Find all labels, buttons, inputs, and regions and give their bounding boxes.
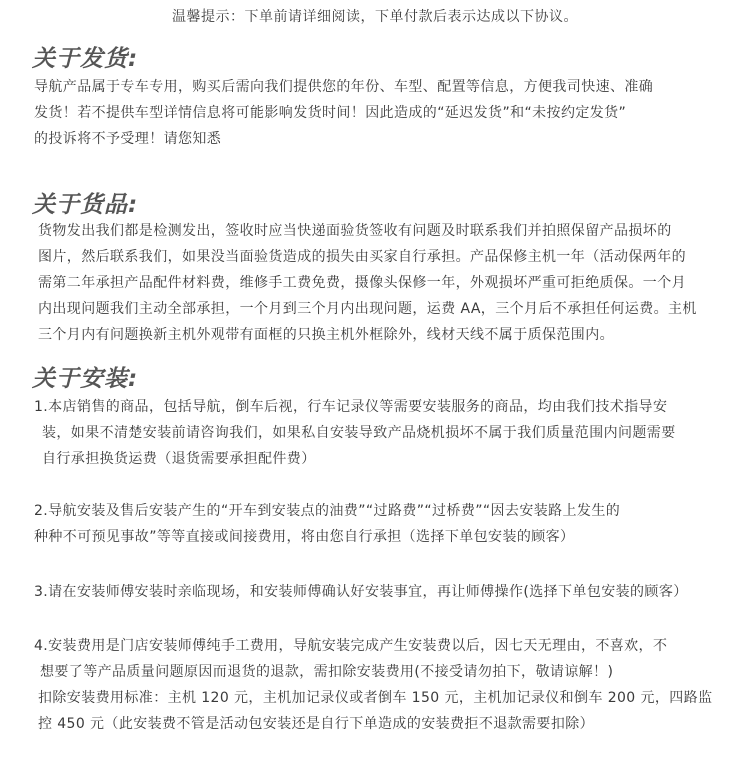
paragraph-line: 1.本店销售的商品，包括导航，倒车后视，行车记录仪等需要安装服务的商品，均由我们技术指导安 xyxy=(34,399,668,415)
paragraph-line: 扣除安装费用标准：主机 120 元，主机加记录仪或者倒车 150 元，主机加记录仪和倒车 200 元，四路监 xyxy=(38,690,713,706)
installation-item-2 xyxy=(34,498,620,550)
paragraph-line: 三个月内有问题换新主机外观带有面框的只换主机外框除外，线材天线不属于质保范围内。 xyxy=(38,327,614,343)
section-title-goods: 关于货品: xyxy=(32,192,139,218)
paragraph-line: 货物发出我们都是检测发出，签收时应当快递面验货签收有问题及时联系我们并拍照保留产品损坏的 xyxy=(38,223,672,239)
paragraph-line: 2.导航安装及售后安装产生的“开车到安装点的油费”“过路费”“过桥费”“因去安装路上发生的 xyxy=(34,503,621,519)
section-title-installation: 关于安装: xyxy=(32,366,139,392)
paragraph-line: 4.安装费用是门店安装师傅纯手工费用，导航安装完成产生安装费以后，因七天无理由，不喜欢，不 xyxy=(34,638,668,654)
paragraph-line: 自行承担换货运费（退货需要承担配件费） xyxy=(42,451,316,467)
paragraph-line: 想要了等产品质量问题原因而退货的退款，需扣除安装费用(不接受请勿拍下，敬请谅解！) xyxy=(40,664,614,680)
paragraph-line: 装，如果不清楚安装前请咨询我们，如果私自安装导致产品烧机损坏不属于我们质量范围内问题需要 xyxy=(42,425,676,441)
paragraph-line: 导航产品属于专车专用，购买后需向我们提供您的年份、车型、配置等信息，方便我司快速、准确 xyxy=(34,79,654,95)
paragraph-line: 需第二年承担产品配件材料费，维修手工费免费，摄像头保修一年，外观损坏严重可拒绝质保。一个月 xyxy=(38,275,686,291)
section-title-shipping: 关于发货: xyxy=(32,46,139,72)
paragraph-line: 内出现问题我们主动全部承担，一个月到三个月内出现问题，运费 AA，三个月后不承担任何运费。主机 xyxy=(38,301,697,317)
goods-paragraph xyxy=(38,218,697,348)
paragraph-line: 3.请在安装师傅安装时亲临现场，和安装师傅确认好安装事宜，再让师傅操作(选择下单包安装的顾客） xyxy=(34,584,688,600)
installation-item-4 xyxy=(34,633,712,737)
paragraph-line: 图片，然后联系我们，如果没当面验货造成的损失由买家自行承担。产品保修主机一年（活动保两年的 xyxy=(38,249,686,265)
paragraph-line: 控 450 元（此安装费不管是活动包安装还是自行下单造成的安装费拒不退款需要扣除） xyxy=(38,716,595,732)
notice-banner: 温馨提示：下单前请详细阅读，下单付款后表示达成以下协议。 xyxy=(172,9,578,25)
shipping-paragraph xyxy=(34,74,653,152)
paragraph-line: 的投诉将不予受理！请您知悉 xyxy=(34,131,222,147)
paragraph-line: 种种不可预见事故”等等直接或间接费用，将由您自行承担（选择下单包安装的顾客） xyxy=(34,529,575,545)
installation-item-1 xyxy=(34,394,676,472)
paragraph-line: 发货！若不提供车型详情信息将可能影响发货时间！因此造成的“延迟发货”和“未按约定发货” xyxy=(34,105,627,121)
installation-item-3 xyxy=(34,579,688,605)
